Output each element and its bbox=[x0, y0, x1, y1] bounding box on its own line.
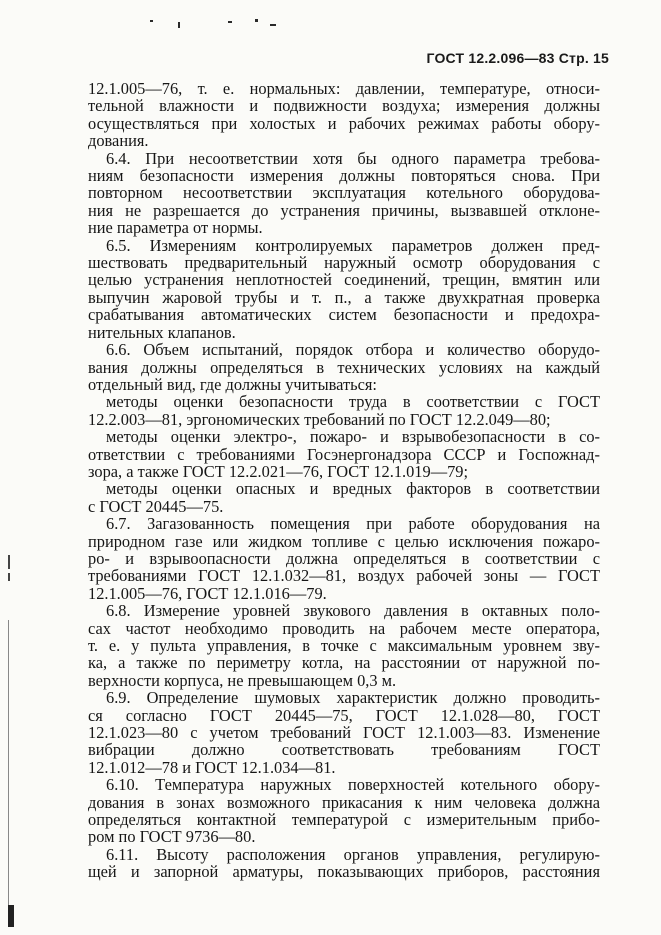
text-line: целью устранения неплотностей соединений, трещин, вмятин или bbox=[88, 270, 600, 290]
text-line: осуществляться при холостых и рабочих режимах работы обору- bbox=[88, 113, 600, 133]
text-line: 6.6. Объем испытаний, порядок отбора и количество оборудо- bbox=[106, 340, 600, 360]
text-line: повторном несоответствии эксплуатация котельного оборудова- bbox=[88, 183, 600, 203]
paragraph-p6-7 bbox=[88, 515, 600, 602]
text-line: вибрации должно соответствовать требованиям ГОСТ bbox=[88, 740, 600, 760]
text-line: методы оценки электро-, пожаро- и взрывобезопасности в со- bbox=[106, 427, 600, 447]
text-line: нительных клапанов. bbox=[88, 322, 236, 342]
text-line: зора, а также ГОСТ 12.2.021—76, ГОСТ 12.1.019—79; bbox=[88, 461, 469, 481]
text-line: ка, а также по периметру котла, на расстоянии от наружной по- bbox=[88, 653, 600, 673]
margin-mark bbox=[8, 573, 10, 581]
paragraph-p6-11 bbox=[88, 846, 600, 881]
paragraph-p6-10 bbox=[88, 776, 600, 846]
document-body bbox=[88, 80, 600, 881]
text-line: 12.2.003—81, эргономических требований по ГОСТ 12.2.049—80; bbox=[88, 409, 551, 429]
text-line: ние параметра от нормы. bbox=[88, 218, 263, 238]
text-line: требованиями ГОСТ 12.1.032—81, воздух рабочей зоны — ГОСТ bbox=[88, 566, 600, 586]
paragraph-p6-6-b bbox=[88, 428, 600, 480]
text-line: 6.4. При несоответствии хотя бы одного параметра требова- bbox=[106, 148, 600, 168]
text-line: природном газе или жидком топливе с целью исключения пожаро- bbox=[88, 531, 600, 551]
margin-mark bbox=[8, 620, 9, 920]
text-line: срабатывания автоматических систем безопасности и предохра- bbox=[88, 305, 600, 325]
text-line: т. е. у пульта управления, в точке с максимальным уровнем зву- bbox=[88, 636, 600, 655]
text-line: дования. bbox=[88, 131, 149, 151]
text-line: сах частот необходимо проводить на рабочем месте оператора, bbox=[88, 618, 600, 638]
text-line: ниям безопасности измерения должны повторяться снова. При bbox=[88, 166, 600, 186]
text-line: 12.1.005—76, т. е. нормальных: давлении, температуре, относи- bbox=[88, 79, 600, 98]
paragraph-p6-6-c bbox=[88, 480, 600, 515]
text-line: 6.11. Высоту расположения органов управления, регулирую- bbox=[106, 844, 600, 864]
paragraph-p6-4 bbox=[88, 150, 600, 237]
text-line: 6.10. Температура наружных поверхностей котельного обору- bbox=[106, 775, 600, 795]
text-line: ответствии с требованиями Госэнергонадзора СССР и Госпожнад- bbox=[88, 444, 600, 464]
text-line: ро- и взрывоопасности должна определяться в соответствии с bbox=[88, 548, 600, 568]
paragraph-p6-8 bbox=[88, 602, 600, 689]
text-line: вания должны определяться в технических условиях на каждый bbox=[88, 357, 600, 377]
margin-mark bbox=[8, 555, 10, 569]
margin-mark bbox=[8, 905, 14, 927]
paragraph-p6-6 bbox=[88, 341, 600, 393]
text-line: ния не разрешается до устранения причины, вызвавшей отклоне- bbox=[88, 200, 600, 220]
paragraph-p6-5 bbox=[88, 237, 600, 341]
text-line: ром по ГОСТ 9736—80. bbox=[88, 827, 256, 847]
paragraph-p6-9 bbox=[88, 689, 600, 776]
scan-speck bbox=[255, 19, 258, 22]
text-line: 12.1.012—78 и ГОСТ 12.1.034—81. bbox=[88, 757, 336, 777]
text-line: 6.7. Загазованность помещения при работе оборудования на bbox=[106, 514, 600, 534]
text-line: 6.8. Измерение уровней звукового давления в октавных поло- bbox=[106, 601, 600, 621]
text-line: определяться контактной температурой с измерительным прибо- bbox=[88, 810, 600, 830]
text-line: отдельный вид, где должны учитываться: bbox=[88, 374, 377, 394]
text-line: с ГОСТ 20445—75. bbox=[88, 496, 224, 516]
text-line: дования в зонах возможного прикасания к ним человека должна bbox=[88, 792, 600, 812]
text-line: 6.5. Измерениям контролируемых параметров должен пред- bbox=[106, 235, 600, 255]
text-line: методы оценки опасных и вредных факторов в соответствии bbox=[106, 479, 600, 499]
paragraph-p6-6-a bbox=[88, 393, 600, 428]
text-line: 12.1.023—80 с учетом требований ГОСТ 12.1.003—83. Изменение bbox=[88, 723, 600, 743]
text-line: тельной влажности и подвижности воздуха; измерения должны bbox=[88, 96, 600, 116]
scan-speck bbox=[150, 20, 153, 22]
text-line: верхности корпуса, не превышающем 0,3 м. bbox=[88, 670, 397, 690]
text-line: методы оценки безопасности труда в соответствии с ГОСТ bbox=[106, 392, 600, 412]
text-line: выпучин жаровой трубы и т. п., а также двухкратная проверка bbox=[88, 287, 600, 307]
scan-speck bbox=[178, 22, 180, 28]
scan-speck bbox=[228, 21, 232, 23]
scan-speck bbox=[270, 24, 276, 26]
text-line: 12.1.005—76, ГОСТ 12.1.016—79. bbox=[88, 583, 327, 603]
paragraph-cont bbox=[88, 80, 600, 150]
text-line: ся согласно ГОСТ 20445—75, ГОСТ 12.1.028—80, ГОСТ bbox=[88, 705, 600, 725]
running-header: ГОСТ 12.2.096—83 Стр. 15 bbox=[426, 50, 609, 66]
text-line: шествовать предварительный наружный осмотр оборудования с bbox=[88, 253, 600, 273]
text-line: щей и запорной арматуры, показывающих приборов, расстояния bbox=[88, 862, 600, 882]
text-line: 6.9. Определение шумовых характеристик должно проводить- bbox=[106, 688, 600, 708]
